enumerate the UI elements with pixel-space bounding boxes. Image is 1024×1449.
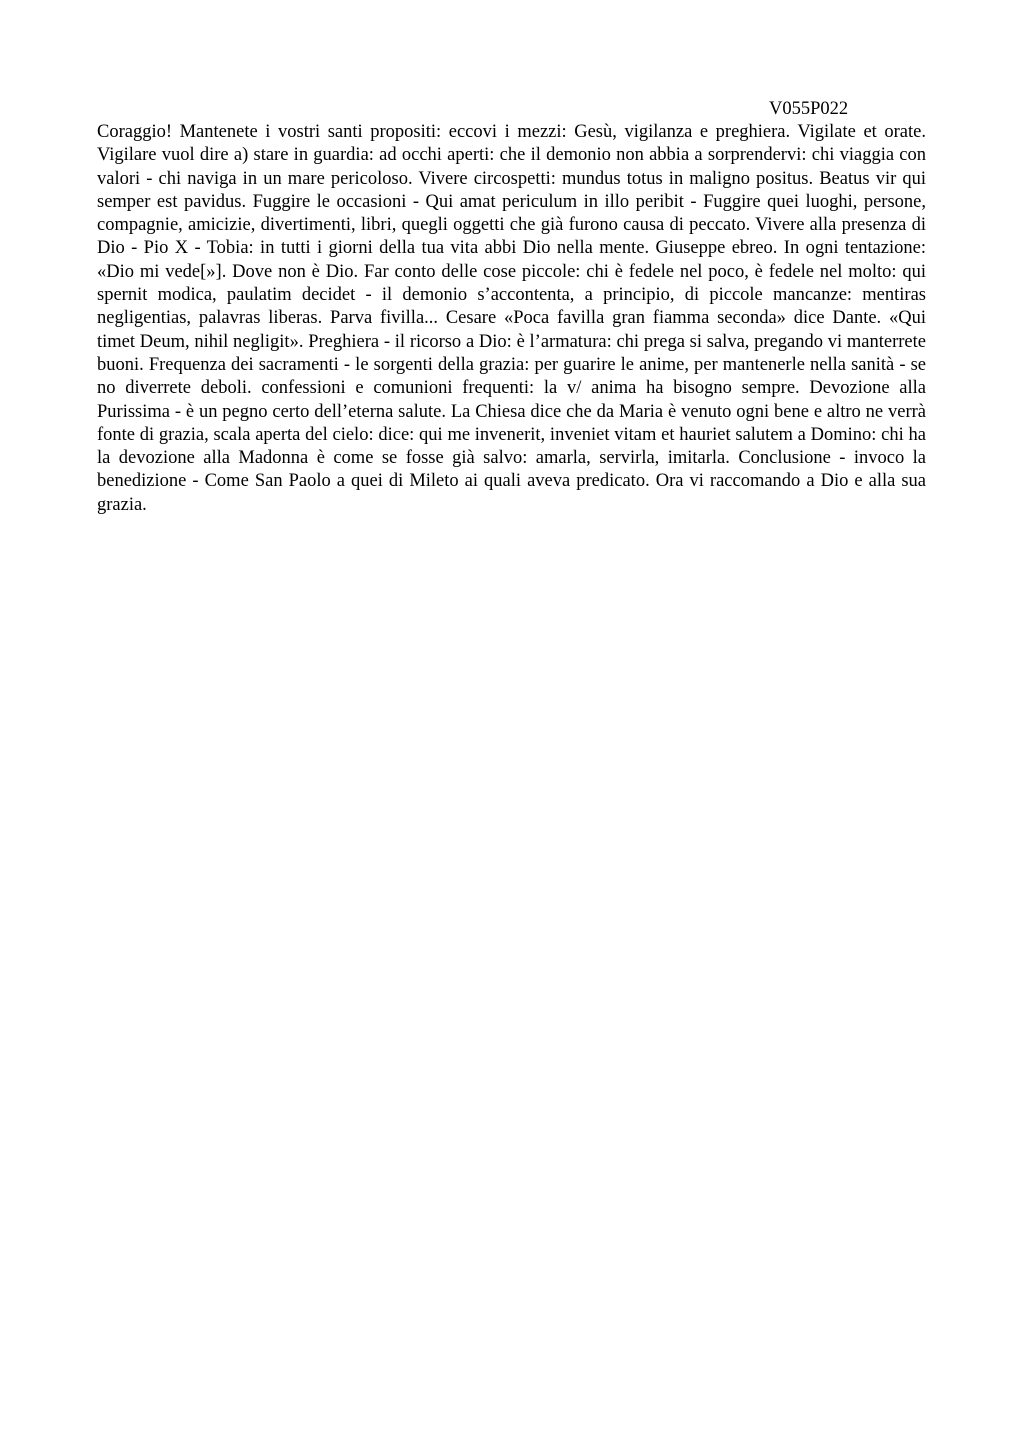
page-code: V055P022: [769, 99, 849, 119]
body-paragraph: Coraggio! Mantenete i vostri santi propositi: eccovi i mezzi: Gesù, vigilanza e preghiera. Vigilate et orate. Vigilare vuol dire a) stare in guardia: ad occhi aperti: che il demonio non abbia a sorprendervi: chi viaggia con valori - chi naviga in un mare pericoloso. Vivere circospetti: mundus totus in maligno positus. Beatus vir qui semper est pavidus. Fuggire le occasioni - Qui amat periculum in illo peribit - Fuggire quei luoghi, persone, compagnie, amicizie, divertimenti, libri, quegli oggetti che già furono causa di peccato. Vivere alla presenza di Dio - Pio X - Tobia: in tutti i giorni della tua vita abbi Dio nella mente. Giuseppe ebreo. In ogni tentazione: «Dio mi vede[»]. Dove non è Dio. Far conto delle cose piccole: chi è fedele nel poco, è fedele nel molto: qui spernit modica, paulatim decidet - il demonio s’accontenta, a principio, di piccole mancanze: mentiras negligentias, palavras liberas. Parva fivilla... Cesare «Poca favilla gran fiamma seconda» dice Dante. «Qui timet Deum, nihil negligit». Preghiera - il ricorso a Dio: è l’armatura: chi prega si salva, pregando vi manterrete buoni. Frequenza dei sacramenti - le sorgenti della grazia: per guarire le anime, per mantenerle nella sanità - se no diverrete deboli. confessioni e comunioni frequenti: la v/ anima ha bisogno sempre. Devozione alla Purissima - è un pegno certo dell’eterna salute. La Chiesa dice che da Maria è venuto ogni bene e altro ne verrà fonte di grazia, scala aperta del cielo: dice: qui me invenerit, inveniet vitam et hauriet salutem a Domino: chi ha la devozione alla Madonna è come se fosse già salvo: amarla, servirla, imitarla. Conclusione - invoco la benedizione - Come San Paolo a quei di Mileto ai quali aveva predicato. Ora vi raccomando a Dio e alla sua grazia.: [97, 122, 926, 515]
